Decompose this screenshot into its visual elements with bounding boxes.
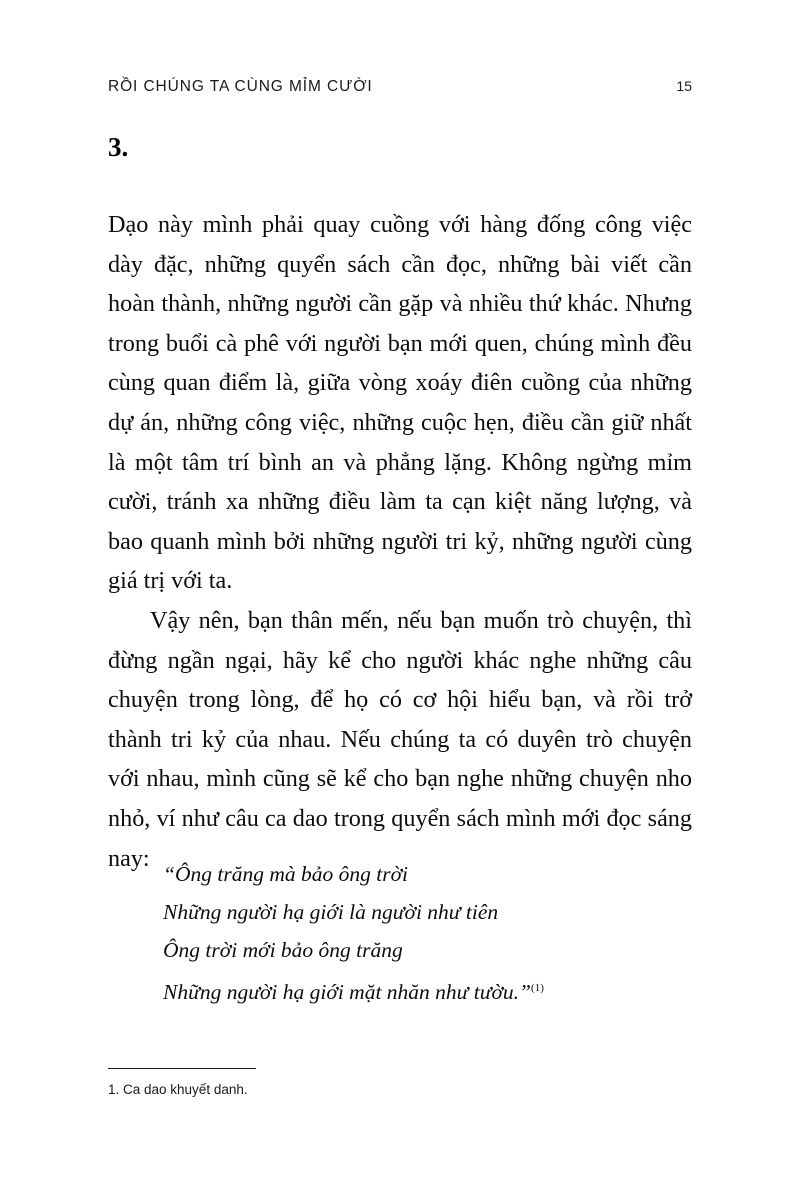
footnote-separator — [108, 1068, 256, 1069]
page-header — [108, 78, 692, 96]
verse-line-1: “Ông trăng mà bảo ông trời — [163, 862, 409, 886]
footnote-text: 1. Ca dao khuyết danh. — [108, 1082, 248, 1097]
footnote-marker: (1) — [531, 982, 544, 994]
paragraph-1: Dạo này mình phải quay cuồng với hàng đống công việc dày đặc, những quyển sách cần đọc, những bài viết cần hoàn thành, những người cần gặp và nhiều thứ khác. Nhưng trong buổi cà phê với người bạn mới quen, chúng mình đều cùng quan điểm là, giữa vòng xoáy điên cuồng của những dự án, những công việc, những cuộc hẹn, điều cần giữ nhất là một tâm trí bình an và phẳng lặng. Không ngừng mỉm cười, tránh xa những điều làm ta cạn kiệt năng lượng, và bao quanh mình bởi những người tri kỷ, những người cùng giá trị với ta. — [108, 211, 692, 595]
page-number: 15 — [676, 78, 692, 94]
paragraph-2: Vậy nên, bạn thân mến, nếu bạn muốn trò chuyện, thì đừng ngần ngại, hãy kể cho người khác nghe những câu chuyện trong lòng, để họ có cơ hội hiểu bạn, và rồi trở thành tri kỷ của nhau. Nếu chúng ta có duyên trò chuyện với nhau, mình cũng sẽ kể cho bạn nghe những chuyện nho nhỏ, ví như câu ca dao trong quyển sách mình mới đọc sáng nay: — [108, 606, 692, 872]
verse-line-4 — [163, 969, 683, 1011]
chapter-number: 3. — [108, 132, 129, 162]
verse-line-2: Những người hạ giới là người như tiên — [163, 900, 499, 924]
verse-line-4-text: Những người hạ giới mặt nhăn như tườu.” — [163, 980, 532, 1005]
body-text — [108, 205, 692, 878]
verse-line-3: Ông trời mới bảo ông trăng — [163, 938, 403, 962]
verse-block — [163, 855, 683, 1011]
running-head: RỒI CHÚNG TA CÙNG MỈM CƯỜI — [108, 78, 373, 95]
